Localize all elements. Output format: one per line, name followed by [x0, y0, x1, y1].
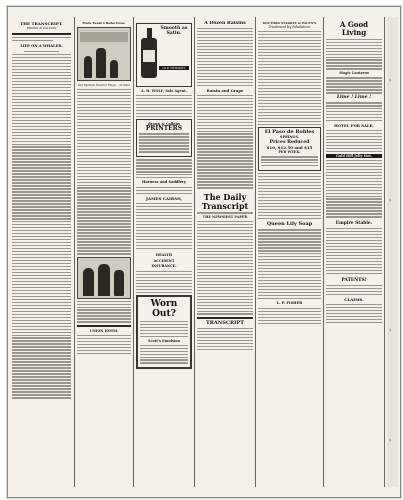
lanterns-heading: Magic Lanterns	[339, 71, 369, 76]
column-rule	[323, 17, 324, 487]
column-1	[12, 21, 71, 491]
column-5	[258, 21, 321, 491]
el-paso-heading: El Paso de Robles	[264, 128, 315, 135]
bottle-icon	[141, 28, 157, 80]
printers-title: PRINTERS	[145, 125, 183, 133]
prices-reduced: Prices Reduced	[269, 139, 310, 145]
column-rule	[255, 17, 256, 487]
el-paso-ad	[258, 127, 321, 171]
newsiest-paper: THE NEWSIEST PAPER	[202, 215, 248, 220]
column-rule	[74, 17, 75, 487]
scotts-emulsion: Scott's Emulsion	[148, 338, 180, 343]
column-rule	[194, 17, 195, 487]
whiskey-label: OLD WHISKEY	[159, 66, 189, 70]
lime-heading: Lime ! Lime !	[336, 95, 372, 101]
living-heading: Living	[341, 28, 367, 37]
daily-transcript-heading: The Daily Transcript	[201, 191, 249, 211]
masthead-editors: BROWN & CALKINS	[26, 26, 57, 31]
transcript-heading: TRANSCRIPT	[206, 319, 244, 326]
newspaper-page	[7, 6, 401, 498]
column-6	[326, 21, 382, 491]
illustration-figures	[77, 257, 131, 299]
a-good-heading: A Good	[339, 21, 369, 29]
empire-stable-heading: Empire Stable.	[335, 220, 373, 226]
whiskey-slogan: Smooth as Satin.	[160, 26, 188, 37]
adjacent-page-edge: › › › ›	[387, 17, 398, 487]
wolf-agent: A. H. WOLF, Sole Agent.	[141, 89, 187, 93]
harness-heading: Harness and Saddlery	[141, 180, 187, 185]
springs-heading: SPRINGS.	[280, 135, 299, 140]
accident-heading: ACCIDENT	[153, 258, 175, 263]
rates: $10, $12.50 and $15	[266, 144, 313, 150]
col2-heading: Mark Twain's Reflections.	[82, 21, 126, 25]
doctors-heading: DOCTORS STARKEY & PALEN'S	[262, 21, 317, 25]
column-rule	[384, 17, 385, 487]
union-hotel-heading: UNION HOTEL	[89, 328, 119, 333]
col2-subheading: Old Fashion Monitor Hugh. ‑ In Kind	[78, 83, 130, 88]
hotel-sale-heading: HOTEL FOR SALE.	[334, 123, 374, 129]
fisher-heading: L. P. FISHER	[276, 300, 303, 305]
whiskey-ad	[136, 23, 192, 87]
column-4	[197, 21, 253, 491]
worn-out-heading: Worn Out?	[150, 299, 178, 320]
patents-heading: PATENTS!	[341, 277, 367, 283]
queen-lily-heading: Queen Lily Soap	[266, 221, 313, 228]
gold-hill-banner: Gold Hill Jelly Hot.	[326, 154, 382, 158]
worn-out-ad	[136, 295, 192, 369]
masthead-title: THE TRANSCRIPT.	[20, 21, 63, 26]
dozen-raisins: A Dozen Raisins	[204, 21, 246, 26]
treatment-heading: Treatment by Inhalation.	[268, 25, 311, 30]
health-heading: HEALTH	[155, 253, 173, 258]
raisin-grape-heading: Raisin and Grape	[206, 87, 244, 93]
article-body	[12, 54, 71, 399]
column-3	[136, 21, 192, 491]
insurance-heading: INSURANCE.	[151, 263, 177, 268]
article-headline: LIFE ON A WHALER.	[20, 43, 63, 48]
column-2	[77, 21, 131, 491]
cairns-heading: JAMES CAIRNS,	[145, 196, 183, 202]
printers-ad	[136, 119, 192, 157]
claims-heading: CLAIMS.	[344, 296, 364, 302]
column-rule	[133, 17, 134, 487]
per-week: PER WEEK.	[278, 150, 301, 155]
printers-name: Brown & Calkins	[148, 122, 180, 127]
illustration-street-scene	[77, 27, 131, 81]
